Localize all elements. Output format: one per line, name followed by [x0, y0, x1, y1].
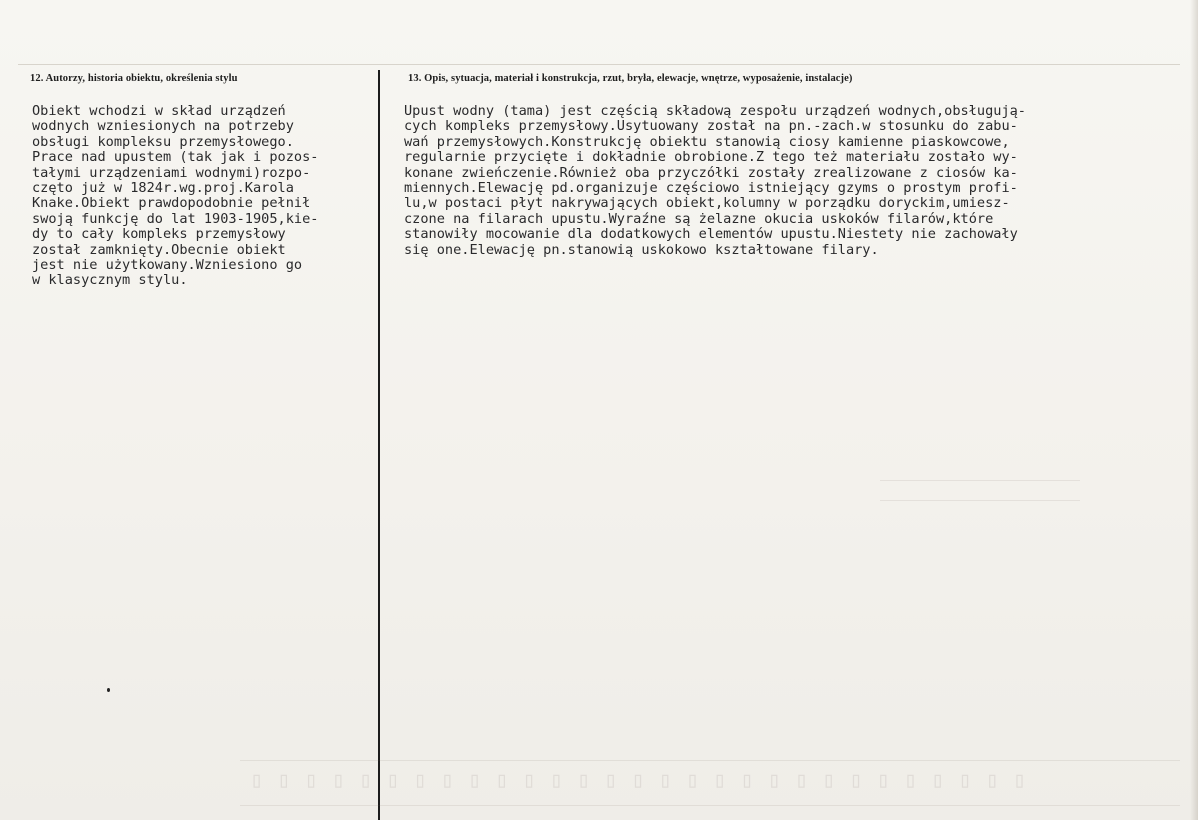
text-line: regularnie przycięte i dokładnie obrobione.Z tego też materiału zostało wy- — [404, 149, 1018, 166]
text-line: Knake.Obiekt prawdopodobnie pełnił — [32, 195, 311, 212]
show-through-line — [240, 805, 1180, 806]
card-edge-shadow — [1190, 0, 1198, 820]
text-line: tałymi urządzeniami wodnymi)rozpo- — [32, 164, 311, 181]
text-line: obsługi kompleksu przemysłowego. — [32, 133, 294, 150]
text-line: stanowiły mocowanie dla dodatkowych elementów upustu.Niestety nie zachowały — [404, 226, 1018, 243]
show-through-line — [240, 760, 1180, 761]
text-line: czone na filarach upustu.Wyraźne są żelazne okucia uskoków filarów,które — [404, 210, 994, 227]
text-line: lu,w postaci płyt nakrywających obiekt,kolumny w porządku doryckim,umiesz- — [404, 195, 1010, 212]
section-13-heading: 13. Opis, sytuacja, materiał i konstrukcja, rzut, bryła, elewacje, wnętrze, wyposażenie, instalacje) — [408, 73, 853, 84]
text-line: się one.Elewację pn.stanowią uskokowo kształtowane filary. — [404, 241, 879, 258]
history-text — [32, 104, 318, 289]
text-line: jest nie użytkowany.Wzniesiono go — [32, 257, 303, 274]
text-line: Obiekt wchodzi w skład urządzeń — [32, 103, 286, 119]
text-line: wań przemysłowych.Konstrukcję obiektu stanowią ciosy kamienne piaskowcowe, — [404, 133, 1010, 150]
text-line: cych kompleks przemysłowy.Usytuowany został na pn.-zach.w stosunku do zabu- — [404, 118, 1018, 135]
section-12-heading: 12. Autorzy, historia obiektu, określenia stylu — [30, 73, 238, 84]
column-divider — [378, 70, 380, 820]
text-line: w klasycznym stylu. — [32, 272, 188, 289]
ink-dot — [107, 688, 110, 692]
text-line: Upust wodny (tama) jest częścią składową zespołu urządzeń wodnych,obsługują- — [404, 103, 1026, 119]
description-text — [404, 104, 1026, 258]
text-line: Prace nad upustem (tak jak i pozos- — [32, 149, 319, 166]
text-line: konane zwieńczenie.Również oba przyczółki zostały zrealizowane z ciosów ka- — [404, 164, 1018, 181]
text-line: miennych.Elewację pd.organizuje częściowo istniejący gzyms o prostym profi- — [404, 180, 1018, 197]
show-through-line — [880, 480, 1080, 481]
show-through-line — [880, 500, 1080, 501]
text-line: swoją funkcję do lat 1903-1905,kie- — [32, 210, 319, 227]
show-through-glyphs: ▯▯▯▯▯▯▯▯▯▯▯▯▯▯▯▯▯▯▯▯▯▯▯▯▯▯▯▯▯ — [250, 768, 1041, 793]
text-line: został zamknięty.Obecnie obiekt — [32, 241, 286, 258]
text-line: częto już w 1824r.wg.proj.Karola — [32, 180, 294, 197]
text-line: dy to cały kompleks przemysłowy — [32, 226, 286, 243]
text-line: wodnych wzniesionych na potrzeby — [32, 118, 294, 135]
header-rule — [18, 64, 1180, 65]
